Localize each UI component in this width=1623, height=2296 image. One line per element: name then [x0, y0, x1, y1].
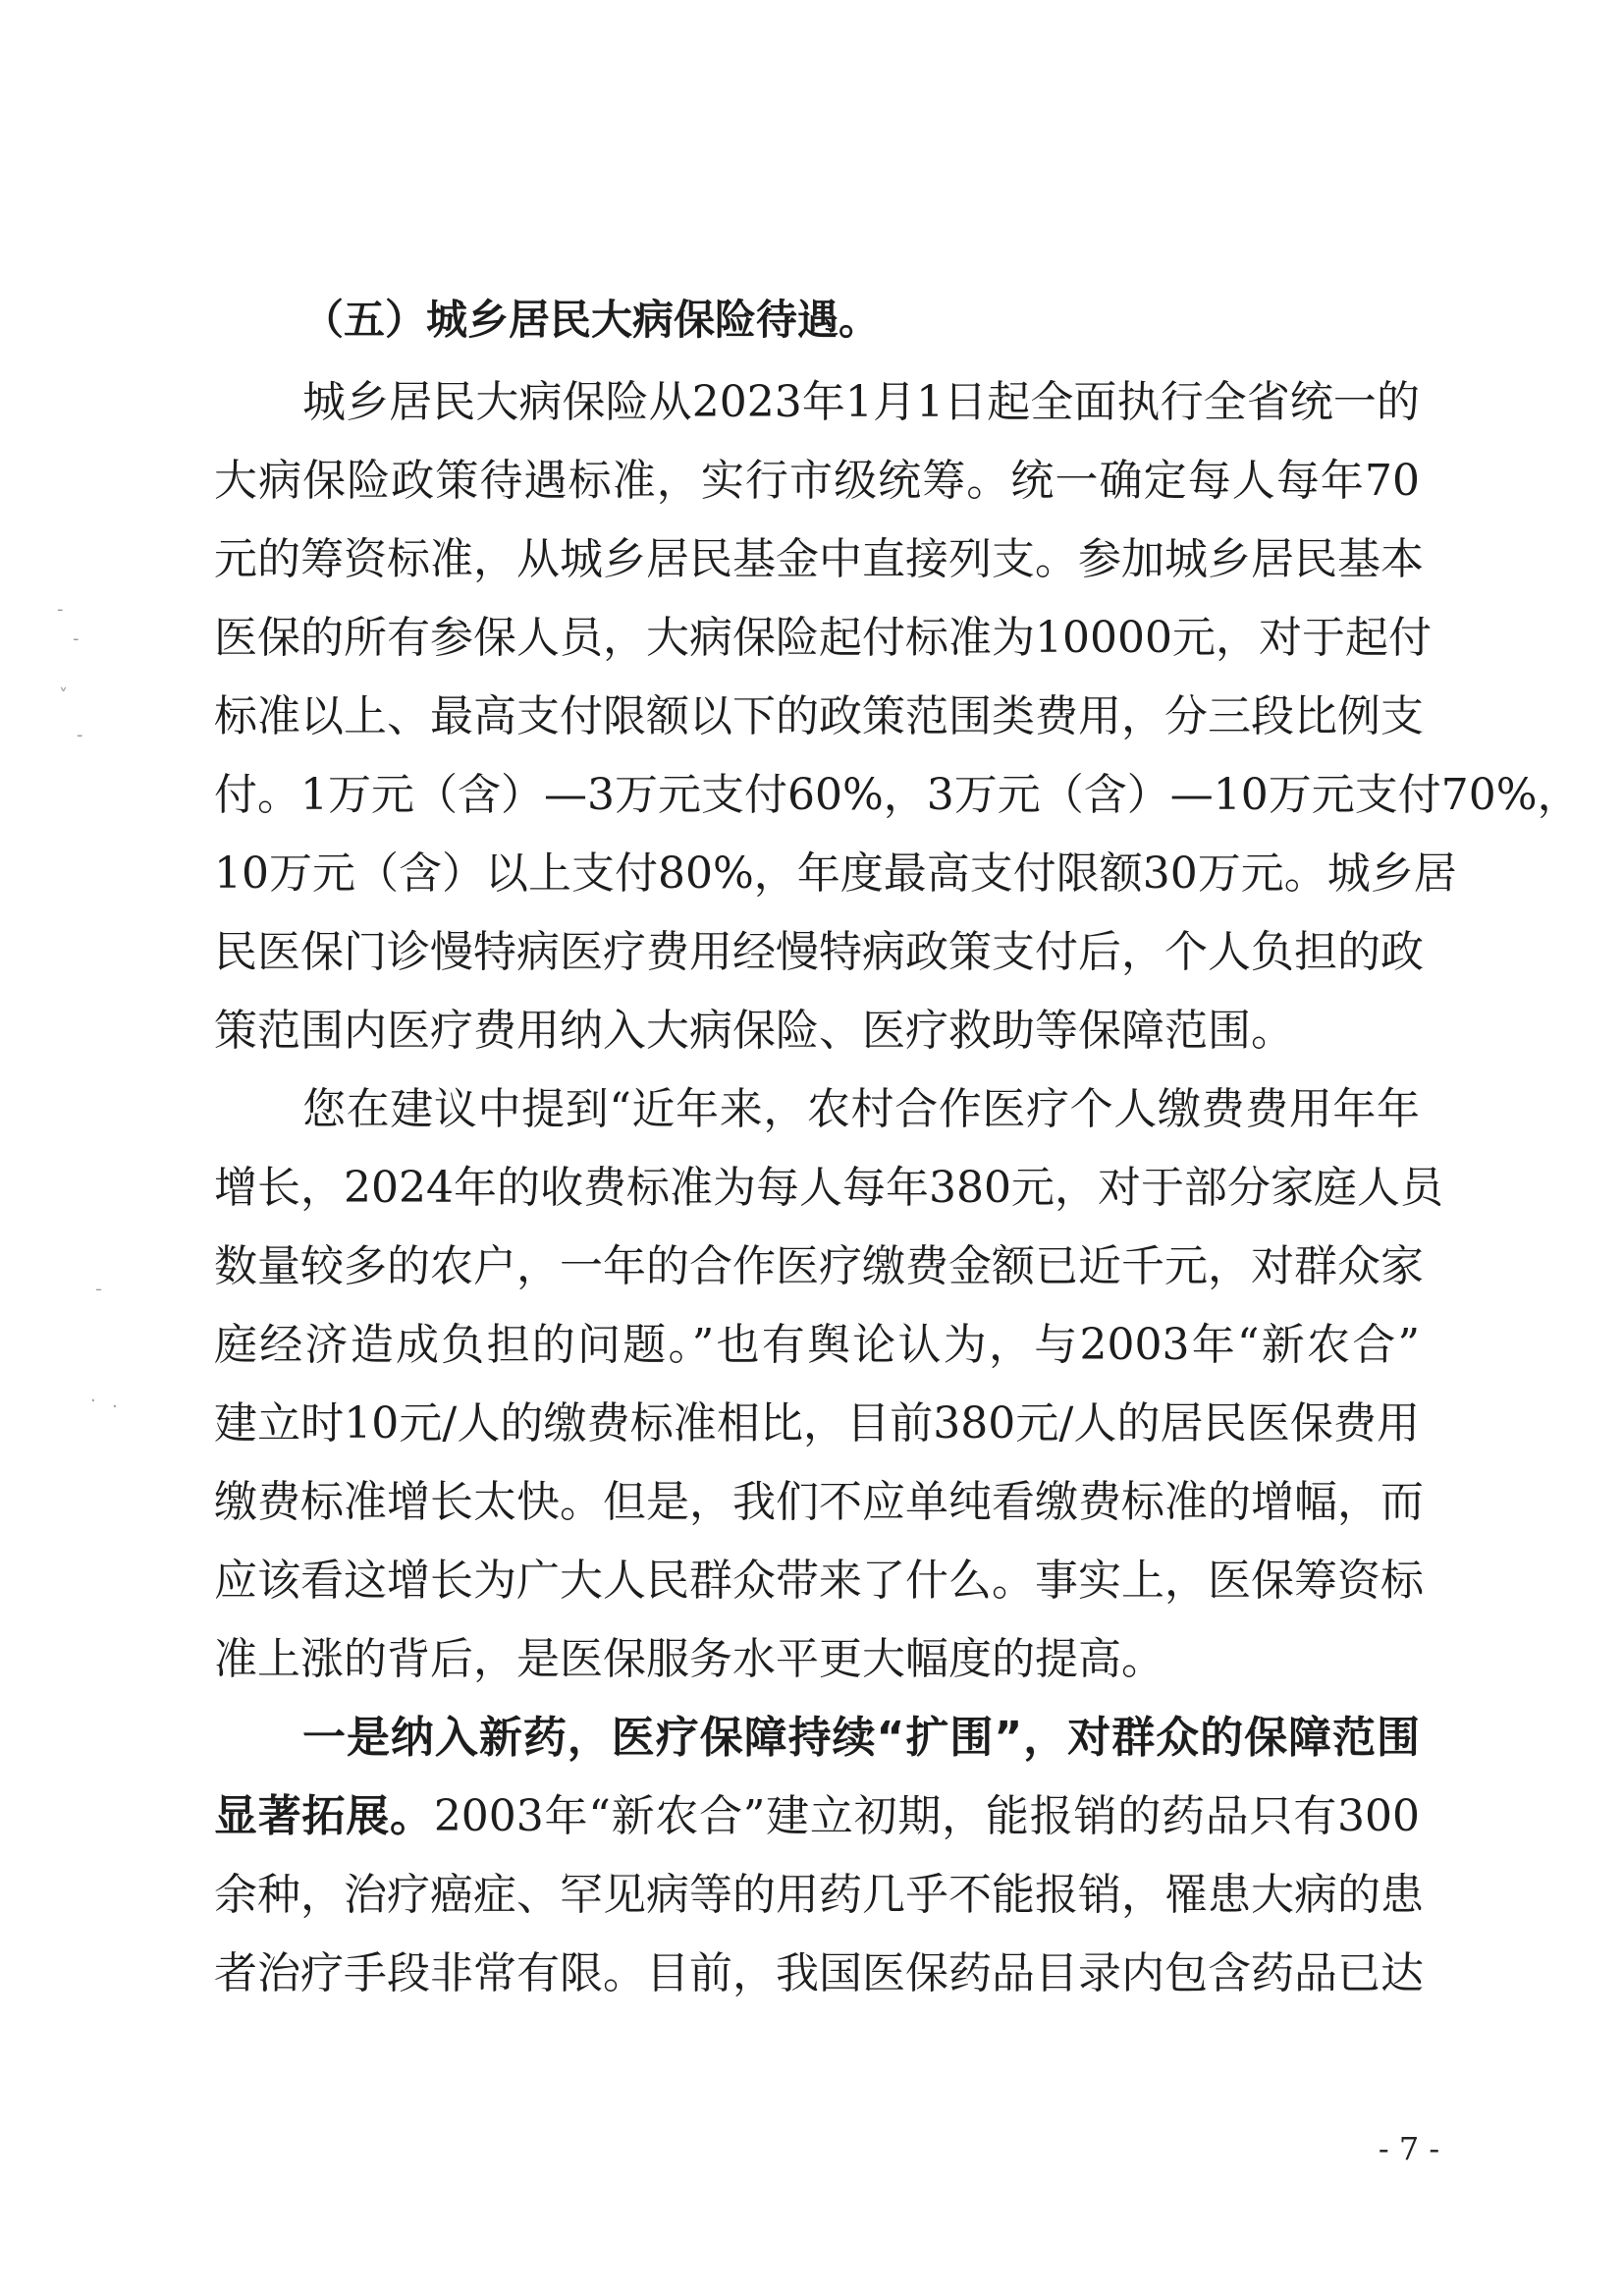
scan-speck: -: [77, 725, 83, 745]
paragraph-2-line: 建立时10元/人的缴费标准相比，目前380元/人的居民医保费用: [214, 1398, 1420, 1449]
paragraph-3-line: 余种，治疗癌症、罕见病等的用药几乎不能报销，罹患大病的患: [214, 1870, 1424, 1920]
paragraph-1-line: 标准以上、最高支付限额以下的政策范围类费用，分三段比例支: [214, 691, 1424, 741]
paragraph-1-line: 付。1万元（含）—3万元支付60%，3万元（含）—10万元支付70%，: [214, 770, 1581, 820]
paragraph-3-bold-lead-end: 显著拓展。: [214, 1791, 434, 1841]
paragraph-3-text: 2003年“新农合”建立初期，能报销的药品只有300: [433, 1791, 1420, 1841]
scan-speck: ˅: [59, 685, 68, 706]
paragraph-1-line: 民医保门诊慢特病医疗费用经慢特病政策支付后，个人负担的政: [214, 927, 1424, 977]
paragraph-3-line: [214, 1779, 1420, 1854]
scan-speck: ·: [90, 1391, 96, 1411]
paragraph-2-line: 数量较多的农户，一年的合作医疗缴费金额已近千元，对群众家: [214, 1241, 1424, 1291]
paragraph-2-line: 应该看这增长为广大人民群众带来了什么。事实上，医保筹资标: [214, 1556, 1424, 1606]
paragraph-2-line: 准上涨的背后，是医保服务水平更大幅度的提高。: [214, 1634, 1164, 1684]
paragraph-2-line: 缴费标准增长太快。但是，我们不应单纯看缴费标准的增幅，而: [214, 1477, 1424, 1527]
paragraph-1-line: 策范围内医疗费用纳入大病保险、医疗救助等保障范围。: [214, 1006, 1294, 1056]
paragraph-1-line: 大病保险政策待遇标准，实行市级统筹。统一确定每人每年70: [214, 456, 1420, 506]
paragraph-2-line: 庭经济造成负担的问题。”也有舆论认为，与2003年“新农合”: [214, 1320, 1420, 1370]
section-heading: （五）城乡居民大病保险待遇。: [302, 296, 881, 344]
paragraph-2-line: 增长，2024年的收费标准为每人每年380元，对于部分家庭人员: [214, 1163, 1443, 1213]
paragraph-2-line: 您在建议中提到“近年来，农村合作医疗个人缴费费用年年: [302, 1084, 1420, 1134]
scan-speck: ·: [112, 1396, 118, 1417]
paragraph-1-line: 10万元（含）以上支付80%，年度最高支付限额30万元。城乡居: [214, 848, 1457, 899]
paragraph-1-line: 元的筹资标准，从城乡居民基金中直接列支。参加城乡居民基本: [214, 534, 1424, 584]
scan-speck: -: [73, 629, 80, 649]
page-number: - 7 -: [1378, 2130, 1440, 2167]
paragraph-1-line: 医保的所有参保人员，大病保险起付标准为10000元，对于起付: [214, 613, 1432, 663]
scan-speck: ˉ: [94, 1286, 103, 1307]
paragraph-1-line: 城乡居民大病保险从2023年1月1日起全面执行全省统一的: [302, 377, 1420, 427]
paragraph-3-line: 者治疗手段非常有限。目前，我国医保药品目录内包含药品已达: [214, 1948, 1424, 1998]
paragraph-3-bold-lead: 一是纳入新药，医疗保障持续“扩围”，对群众的保障范围: [302, 1713, 1420, 1763]
scan-speck: -: [57, 599, 64, 620]
